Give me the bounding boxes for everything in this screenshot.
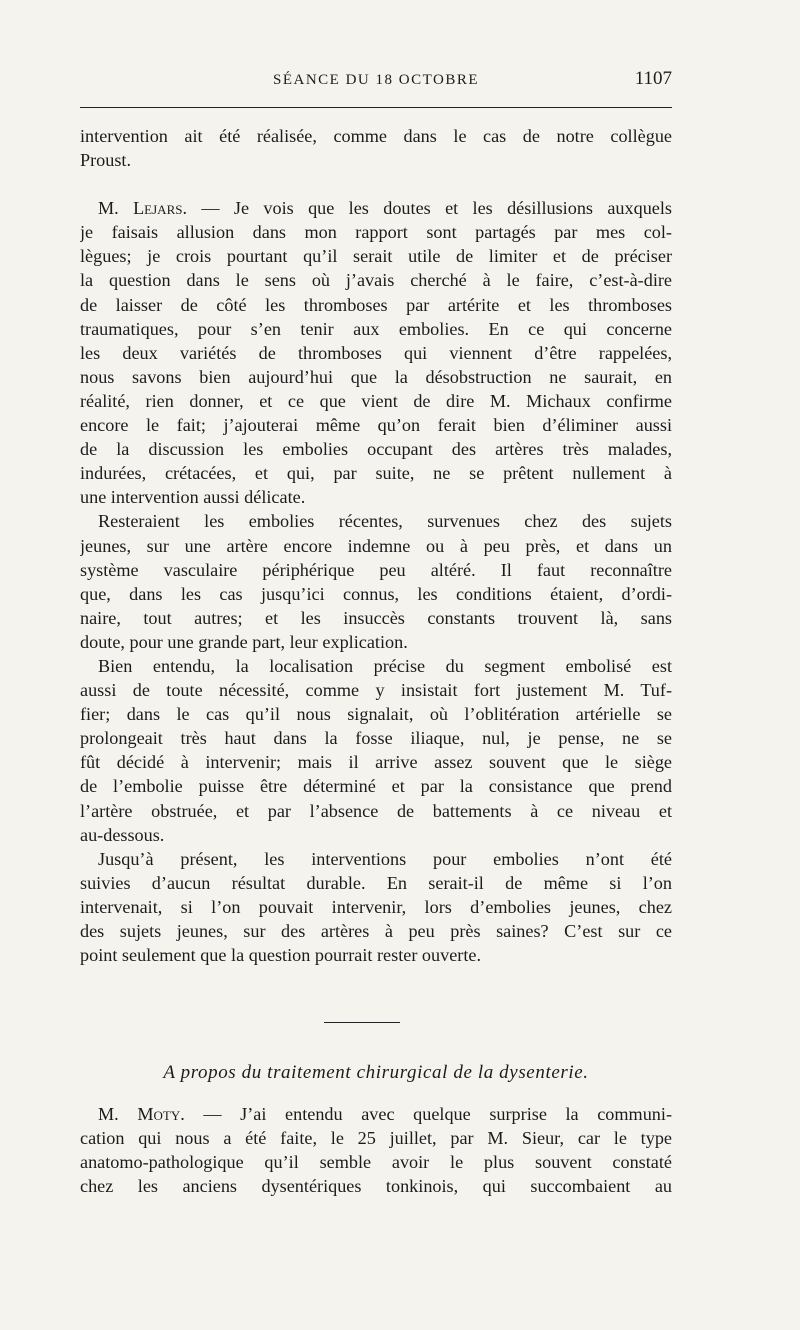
text-line [80, 196, 672, 220]
text-line: intervenait, si l’on pouvait intervenir, lors d’embolies jeunes, chez [80, 896, 672, 917]
text-line: suivies d’aucun résultat durable. En serait-il de même si l’on [80, 872, 672, 893]
text-line: des sujets jeunes, sur des artères à peu près saines? C’est sur ce [80, 921, 672, 941]
section-divider [324, 1022, 400, 1023]
text-line [80, 1102, 672, 1126]
text-line: lègues; je crois pourtant qu’il serait utile de limiter et de préciser [80, 246, 672, 267]
running-head [80, 64, 672, 98]
main-text [80, 124, 672, 967]
text-line: système vasculaire périphérique peu altéré. Il faut reconnaître [80, 559, 672, 580]
text-line: doute, pour une grande part, leur explication. [80, 631, 408, 652]
text-line: les deux variétés de thromboses qui viennent d’être rappelées, [80, 342, 672, 363]
text-line: encore le fait; j’ajouterai même qu’on ferait bien d’éliminer aussi [80, 415, 672, 436]
text-span: — J’ai entendu avec quelque surprise la communi- [184, 1104, 672, 1124]
text-line: anatomo-pathologique qu’il semble avoir le plus souvent constaté [80, 1152, 672, 1173]
text-line: fût décidé à intervenir; mais il arrive assez souvent que le siège [80, 752, 672, 773]
text-line: Proust. [80, 150, 132, 171]
text-line: la question dans le sens où j’avais cherché à le faire, c’est-à-dire [80, 270, 672, 291]
text-line: l’artère obstruée, et par l’absence de battements à ce niveau et [80, 800, 672, 821]
section-text [80, 1102, 672, 1198]
section-title: A propos du traitement chirurgical de la dysenterie. [163, 1062, 589, 1083]
text-line: traumatiques, pour s’en tenir aux embolies. En ce qui concerne [80, 318, 672, 339]
text-line: une intervention aussi délicate. [80, 487, 306, 508]
text-line: intervention ait été réalisée, comme dans le cas de notre collègue [80, 126, 672, 146]
text-line: jeunes, sur une artère encore indemne ou à peu près, et dans un [80, 535, 672, 556]
text-span: — Je vois que les doutes et les désillusions auxquels [187, 198, 672, 219]
speaker-name: M. Moty. [98, 1104, 185, 1124]
text-line: chez les anciens dysentériques tonkinois, qui succombaient au [80, 1176, 672, 1197]
text-line: point seulement que la question pourrait rester ouverte. [80, 945, 482, 966]
text-line: Bien entendu, la localisation précise du segment embolisé est [98, 655, 672, 676]
text-line: prolongeait très haut dans la fosse iliaque, nul, je pense, ne se [80, 728, 672, 749]
text-line: naire, tout autres; et les insuccès constants trouvent là, sans [80, 607, 672, 628]
text-line: cation qui nous a été faite, le 25 juillet, par M. Sieur, car le type [80, 1128, 672, 1149]
text-line: au-dessous. [80, 824, 165, 845]
text-line: Jusqu’à présent, les interventions pour embolies n’ont été [98, 848, 672, 869]
text-line: je faisais allusion dans mon rapport sont partagés par mes col- [80, 222, 672, 243]
page-number: 1107 [634, 68, 672, 89]
text-line: de l’embolie puisse être déterminé et par la consistance que prend [80, 776, 672, 797]
text-line: réalité, rien donner, et ce que vient de dire M. Michaux confirme [80, 390, 672, 411]
header-rule [80, 107, 672, 108]
text-line: de la discussion les embolies occupant des artères très malades, [80, 439, 672, 460]
text-line: aussi de toute nécessité, comme y insistait fort justement M. Tuf- [80, 680, 672, 701]
speaker-name: M. Lejars. [98, 198, 188, 219]
text-line: indurées, crétacées, et qui, par suite, ne se prêtent nullement à [80, 463, 672, 484]
text-line: fier; dans le cas qu’il nous signalait, où l’oblitération artérielle se [80, 704, 672, 725]
running-title: SÉANCE DU 18 OCTOBRE [273, 72, 479, 88]
text-line: de laisser de côté les thromboses par artérite et les thromboses [80, 294, 672, 315]
text-line: que, dans les cas jusqu’ici connus, les conditions étaient, d’ordi- [80, 583, 672, 604]
text-line: Resteraient les embolies récentes, survenues chez des sujets [98, 511, 672, 532]
text-line: nous savons bien aujourd’hui que la désobstruction ne saurait, en [80, 366, 672, 387]
